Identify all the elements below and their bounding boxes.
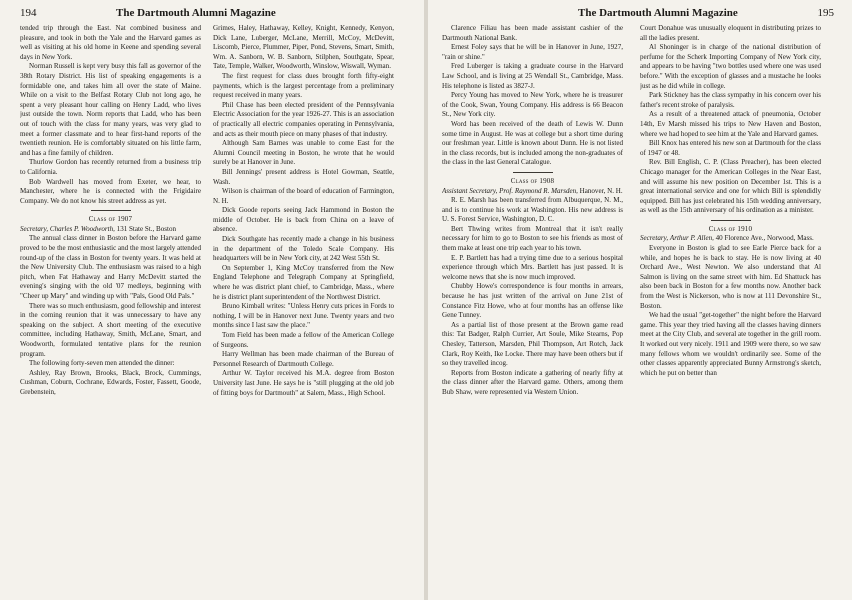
paragraph: The annual class dinner in Boston before the Harvard game proved to be the most enthusiastic and the most largely attended round-up of the class in Boston for twenty years. It was held at the New University Club. The enthusiasm was raised to a high pitch, when Fat Hathaway and Harry McDevitt started the evening's singing with the old '07 medleys, beginning with "Cheer up Mary" and winding up with "Pals, Good Old Pals." [20,234,201,301]
page-number: 194 [20,7,37,19]
paragraph: Ernest Foley says that he will be in Hanover in June, 1927, "rain or shine." [442,43,623,61]
class-heading-1910: Class of 1910 [708,224,753,233]
left-page [0,0,424,600]
left-page-header [20,7,415,21]
class-heading-1907: Class of 1907 [88,215,133,224]
paragraph: Dick Goode reports seeing Jack Hammond in Boston the middle of October. He is back from China on a leave of absence. [213,206,394,234]
secretary-label: Secretary, [640,234,669,243]
right-column-2 [640,24,821,594]
paragraph: Ashley, Ray Brown, Brooks, Black, Brock, Cummings, Cushman, Coburn, Cochrane, Edwards, Foster, Fassett, Goode, Grebenstein, [20,368,201,396]
class-secretary-1907 [20,225,201,235]
right-column-1 [442,24,623,594]
paragraph: There was so much enthusiasm, good fellowship and interest in the coming reunion that it was unnecessary to have any speaking on the subject. A short meeting of the executive committee, including Hathaway, Smith, McLane, Smart, and Woodworth, formulated tentative plans for the reunion program. [20,301,201,358]
paragraph: Percy Young has moved to New York, where he is treasurer of the Cook, Swan, Young Company. His address is 66 Beacon St., New York city. [442,91,623,119]
paragraph: Clarence Filiau has been made assistant cashier of the Dartmouth National Bank. [442,24,623,42]
paragraph: Norman Russell is kept very busy this fall as governor of the 38th Rotary District. His list of speaking engagements is a formidable one, and takes him all over the state of Maine. While on a visit to the Belfast Rotary Club not long ago, he spent a very pleasant hour calling on Henry Ladd, who lives just outside the town. Norm reports that Ladd, who has been out of touch with the class for many years, was very glad to meet a former classmate and to hear first-hand reports of the twentieth reunion. He is comfortably situated on his little farm, and has a fine family of children. [20,62,201,157]
paragraph: Bob Wardwell has moved from Exeter, we hear, to Manchester, where he is connected with the Frigidaire Company. We do not know his street address as yet. [20,177,201,205]
paragraph: Bill Jennings' present address is Hotel Gowman, Seattle, Wash. [213,167,394,186]
class-secretary-1910 [640,234,821,244]
paragraph: E. P. Bartlett has had a trying time due to a serious hospital experience through which Mrs. Bartlett has just passed. It is welcome news that she is now much improved. [442,253,623,281]
section-divider [91,210,131,211]
paragraph: We had the usual "get-together" the night before the Harvard game. This year they tried having all the classes having dinners meet at the City Club, and several ate together in the grill room. It worked out very nicely. 1911 and 1909 were there, so we saw many fellows whom we wouldn't ordinarily see. Some of the other classes apparently appreciated Bunny Armstrong's sketch, which he put on better than [640,311,821,377]
paragraph: Although Sam Barnes was unable to come East for the Alumni Council meeting in Boston, he wrote that he would surely be at Hanover in June. [213,139,394,167]
right-page [428,0,852,600]
paragraph: Harry Wellman has been made chairman of the Bureau of Personnel Research of Dartmouth College. [213,350,394,368]
secretary-address: Hanover, N. H. [579,186,623,195]
section-divider [513,172,553,173]
secretary-label: Secretary, [20,224,49,233]
section-divider [711,220,751,221]
paragraph: Everyone in Boston is glad to see Earle Pierce back for a while, and hopes he is back to stay. He is now living at 40 Orchard Ave., West Newton. We also understand that Al Salmon is living on the same street with him. Ed Shattuck has also been back in Boston for a few months now. Another back from the West is Nickerson, who is now at 111 Devonshire St., Boston. [640,244,821,310]
paragraph: Wilson is chairman of the board of education of Farmington, N. H. [213,187,394,205]
paragraph: Al Shoninger is in charge of the national distribution of perfume for the Scherk Importing Company of New York city, and appears to be having "two bottles used where one was used before." With the exception of glasses and a mustache he looks just as he did while in college. [640,43,821,90]
running-title: The Dartmouth Alumni Magazine [116,7,276,19]
paragraph: Court Donahue was unusually eloquent in distributing prizes to all the ladies present. [640,24,821,42]
paragraph: Reports from Boston indicate a gathering of nearly fifty at the class dinner after the Harvard game. Others, among them Bub Shaw, were represented via Western Union. [442,368,623,396]
paragraph: Arthur W. Taylor received his M.A. degree from Boston University last June. He says he is "still plugging at the old job of fitting boys for Dartmouth" at Salem, Mass., High School. [213,369,394,397]
secretary-name: Charles P. Woodworth, [49,224,115,233]
paragraph: R. E. Marsh has been transferred from Albuquerque, N. M., and is to continue his work at Washington. His new address is U. S. Forest Service, Washington, D. C. [442,196,623,224]
paragraph: On September 1, King McCoy transferred from the New England Telephone and Telegraph Company at Springfield, where he was district plant chief, to Cambridge, Mass., where he is district plant superintendent of the Northwest District. [213,263,394,301]
paragraph: Rev. Bill English, C. P. (Class Preacher), has been elected Chicago manager for the American Colleges in the Near East, and will assume his new position on December 1st. This is a great international service and one for which Bill is splendidly equipped. Bill has just celebrated his 15th wedding anniversary, as well as the 15th anniversary of his ordination as a minister. [640,158,821,215]
class-secretary-1908 [442,187,623,197]
paragraph: Bill Knox has entered his new son at Dartmouth for the class of 1947 or 48. [640,139,821,157]
paragraph: Tom Field has been made a fellow of the American College of Surgeons. [213,331,394,349]
secretary-name: Prof. Raymond R. Marsden, [499,186,578,195]
paragraph: The following forty-seven men attended the dinner: [29,359,175,368]
secretary-address: 40 Florence Ave., Norwood, Mass. [715,234,814,243]
paragraph: The first request for class dues brought forth fifty-eight payments, which is the largest percentage from a preliminary request received in many years. [213,71,394,100]
paragraph: Grimes, Haley, Hathaway, Kelley, Knight, Kennedy, Kenyon, Dick Lane, Luberger, McLane, Merrill, McCoy, McDevitt, Liscomb, Pierce, Plummer, Piper, Pond, Stevens, Smart, Smith, Wm. A. Sanborn, W. B. Sanborn, Stilphen, Southgate, Spear, Tate, Temple, Walker, Woodworth, Winslow, Wiswall, Wyman. [213,24,394,71]
left-column-2 [213,24,394,594]
page-number: 195 [817,7,834,19]
paragraph: tended trip through the East. Nat combined business and pleasure, and took in both the Yale and the Harvard games as well as visiting at his old home in Keene and spending several days in New York. [20,24,201,61]
secretary-address: 131 State St., Boston [116,224,176,233]
secretary-name: Arthur P. Allen, [669,234,714,243]
paragraph: Park Stickney has the class sympathy in his concern over his father's recent stroke of paralysis. [640,91,821,109]
paragraph: Phil Chase has been elected president of the Pennsylvania Electric Association for the year 1926-27. This is an association of practically all electric companies operating in Pennsylvania, and acts as their mouth piece on many phases of that industry. [213,100,394,138]
paragraph: Thurlow Gordon has recently returned from a business trip to California. [20,158,201,176]
running-title: The Dartmouth Alumni Magazine [578,7,738,19]
paragraph: As a partial list of those present at the Brown game read this: Tat Badger, Ralph Currier, Art Soule, Mike Stearns, Pop Chesley, Tatterson, Marsden, Phil Thompson, Art Rotch, Jack Clark, Roy Keith, Ike Locke. There may have been others but if so they travelled incog. [442,320,623,368]
left-column-1 [20,24,201,594]
paragraph: Dick Southgate has recently made a change in his business in the department of the Toledo Scale Company. His headquarters will be in New York city, at 242 West 55th St. [213,235,394,263]
paragraph: Chubby Howe's correspondence is four months in arrears, because he has just written of the arrival on June 21st of Constance Fitz Howe, who at four months has an offense like Gene Tunney. [442,282,623,320]
secretary-label: Assistant Secretary, [442,186,498,195]
paragraph: Bert Thwing writes from Montreal that it isn't really necessary for him to go to Boston to see his friends as most of them make at least one trip each year to his town. [442,224,623,253]
right-page-header [436,7,834,21]
paragraph: Word has been received of the death of Lewis W. Dunn some time in August. He was at college but a short time during our freshman year. Little is known about Dunn. He is not listed in the class records, but is included among the non-graduates of the class in the last General Catalogue. [442,119,623,167]
class-heading-1908: Class of 1908 [510,176,555,185]
paragraph: Fred Luberger is taking a graduate course in the Harvard Law School, and is living at 25 Wendall St., Cambridge, Mass. His telephone is listed as 3827-J. [442,62,623,90]
paragraph: As a result of a threatened attack of pneumonia, October 14th, Ev Marsh missed his trips to New Haven and Boston, where we had hoped to see him at the Yale and Harvard games. [640,110,821,138]
paragraph: Bruno Kimball writes: "Unless Henry cuts prices in Fords to nothing, I will be in Hanover next June. Twenty years and two months since I last saw the place." [213,302,394,330]
